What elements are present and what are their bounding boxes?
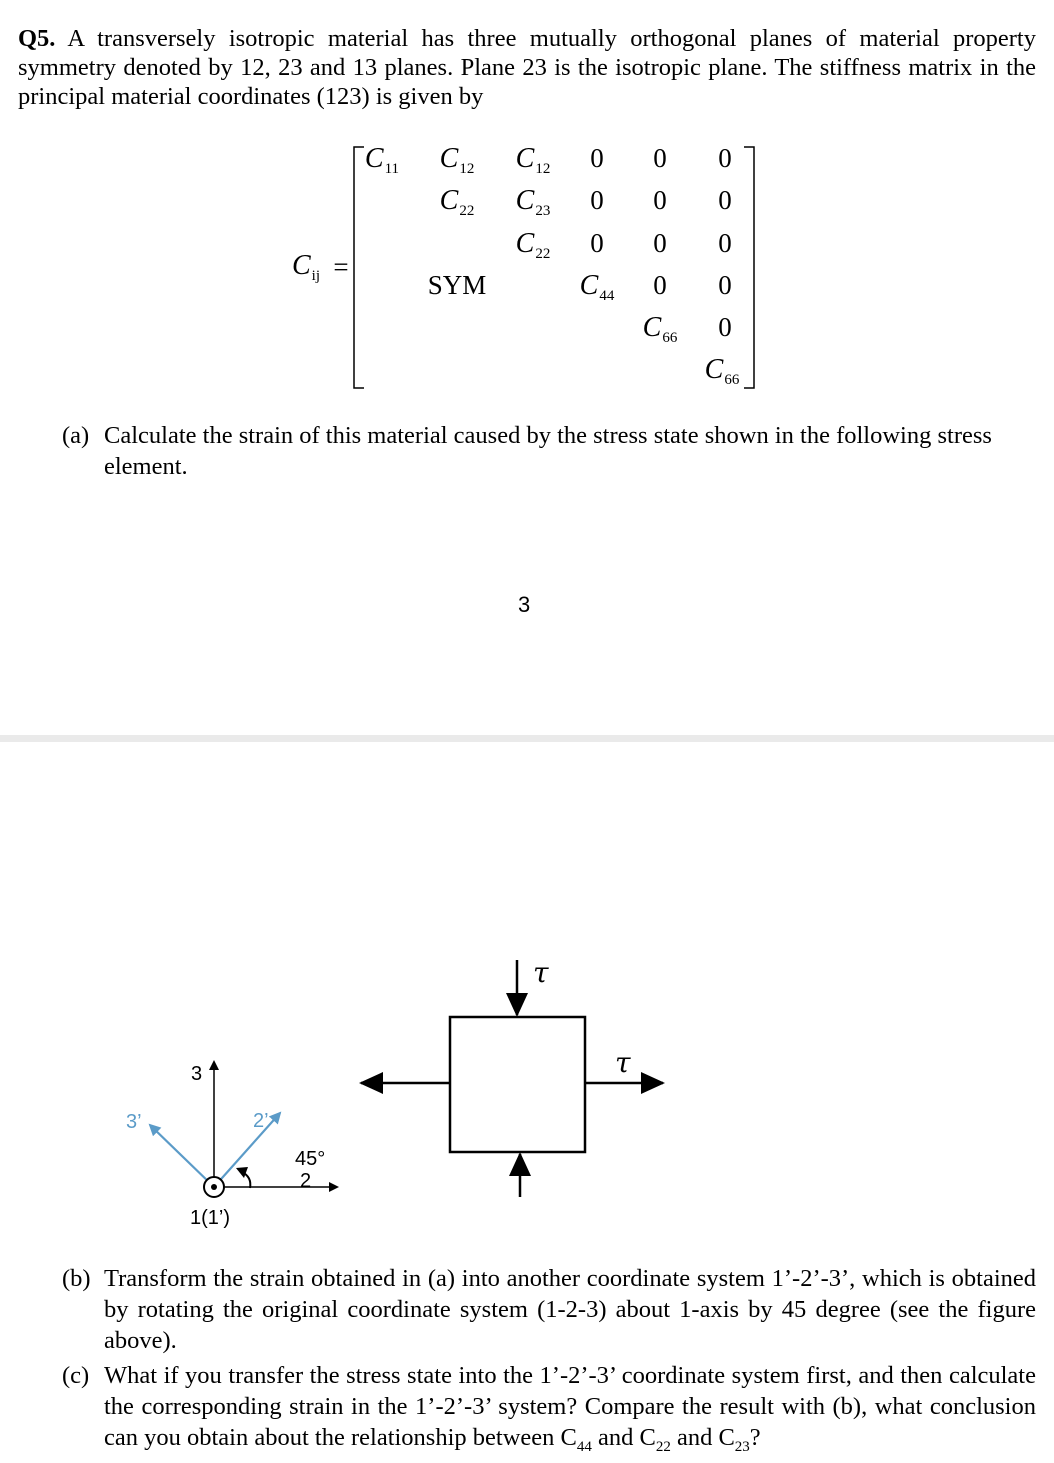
matrix-c55: $C_{66}$ xyxy=(642,312,678,346)
matrix-zero: 0 xyxy=(718,185,732,215)
matrix-zero: 0 xyxy=(653,228,667,258)
floating-label-3: 3 xyxy=(518,592,531,617)
matrix-sym-label: SYM xyxy=(427,270,487,300)
angle-label: 45° xyxy=(295,1148,326,1170)
matrix-zero: 0 xyxy=(653,270,667,300)
axis-3-label: 3 xyxy=(191,1063,203,1085)
axis-2-label: 2 xyxy=(300,1170,312,1192)
part-c-label: (c) xyxy=(62,1362,90,1389)
tau-top-label: τ xyxy=(533,956,549,989)
tau-right-label: τ xyxy=(615,1046,631,1079)
part-a-text: Calculate the strain of this material caused by the stress state shown in the following stress element. xyxy=(104,422,992,480)
part-b xyxy=(62,1263,1036,1358)
matrix-zero: 0 xyxy=(718,312,732,342)
part-b-text: Transform the strain obtained in (a) into another coordinate system 1’-2’-3’, which is obtained by rotating the original coordinate system (1-2-3) about 1-axis by 45 degree (see the figure above). xyxy=(104,1265,1036,1354)
matrix-zero: 0 xyxy=(718,270,732,300)
matrix-equals: = xyxy=(333,252,349,282)
matrix-c33: $C_{22}$ xyxy=(515,228,551,262)
part-a-label: (a) xyxy=(62,422,90,449)
matrix-zero: 0 xyxy=(590,228,604,258)
matrix-c23: $C_{23}$ xyxy=(515,185,551,219)
matrix-zero: 0 xyxy=(653,185,667,215)
matrix-c44: $C_{44}$ xyxy=(579,270,615,304)
angle-arc-arrowhead xyxy=(236,1167,248,1178)
axis-3-prime-arrow xyxy=(150,1125,214,1187)
matrix-zero: 0 xyxy=(653,143,667,173)
matrix-zero: 0 xyxy=(718,143,732,173)
part-c-text: What if you transfer the stress state into the 1’-2’-3’ coordinate system first, and then calculate the corresponding strain in the 1’-2’-3’ system? Compare the result with (b), what conclusion can you obtain about the relationship between $C_{44}$ and $C_{22}$ and $C_{23}$? xyxy=(104,1362,1036,1455)
part-b-label: (b) xyxy=(62,1265,91,1292)
matrix-zero: 0 xyxy=(590,185,604,215)
separator-band xyxy=(0,735,1054,742)
axis-2-prime-label: 2’ xyxy=(253,1110,269,1132)
question-label: Q5. xyxy=(18,25,56,52)
question-text: A transversely isotropic material has three mutually orthogonal planes of material property symmetry denoted by 12, 23 and 13 planes. Plane 23 is the isotropic plane. The stiffness matrix in the principal material coordinates (123) is given by xyxy=(18,25,1036,110)
matrix-c12: $C_{12}$ xyxy=(439,143,475,177)
matrix-c11: $C_{11}$ xyxy=(364,143,400,177)
matrix-lhs: $C_{ij}$ xyxy=(291,250,321,284)
axis-3-prime-label: 3’ xyxy=(126,1111,142,1133)
axis-1-label: 1(1’) xyxy=(190,1207,231,1229)
matrix-c22: $C_{22}$ xyxy=(439,185,475,219)
part-c xyxy=(62,1360,1036,1455)
matrix-zero: 0 xyxy=(590,143,604,173)
matrix-c13: $C_{12}$ xyxy=(515,143,551,177)
stiffness-matrix xyxy=(0,0,1054,400)
stress-figure xyxy=(0,900,1054,1240)
stress-element-square xyxy=(450,1017,585,1152)
matrix-zero: 0 xyxy=(718,228,732,258)
matrix-c66: $C_{66}$ xyxy=(704,354,740,388)
axis-1-dot xyxy=(211,1184,217,1190)
